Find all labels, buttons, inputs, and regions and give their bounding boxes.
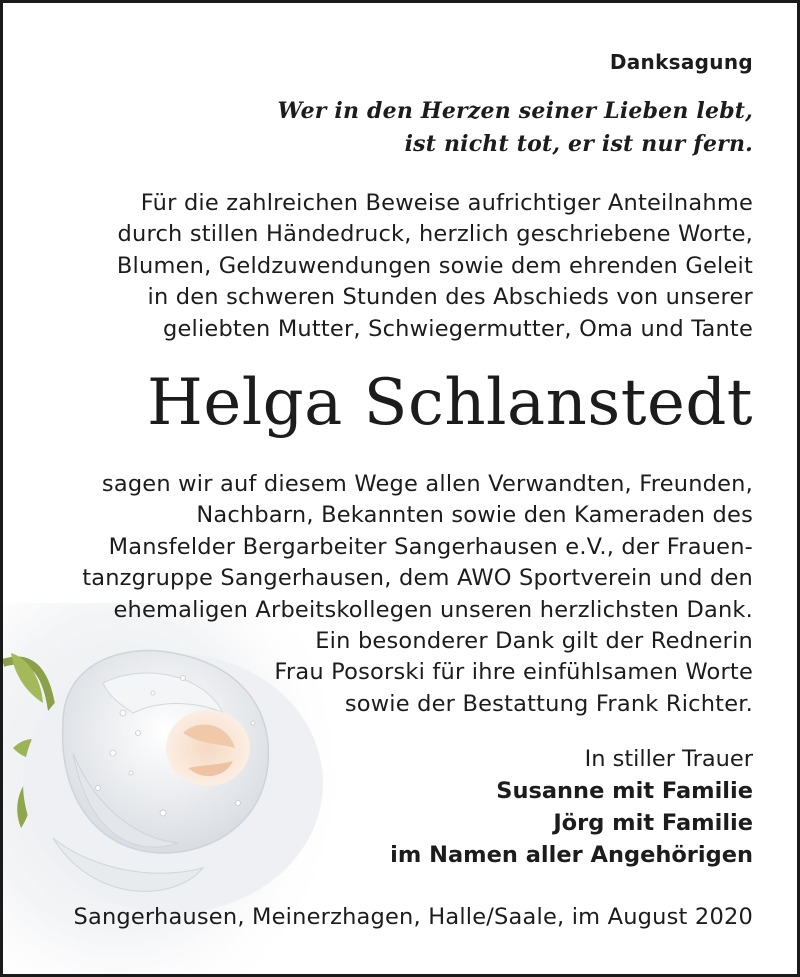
quote-line: Wer in den Herzen seiner Lieben lebt, bbox=[277, 98, 753, 124]
paragraph-line: tanzgruppe Sangerhausen, dem AWO Sportverein und den bbox=[82, 565, 753, 592]
deceased-name: Helga Schlanstedt bbox=[147, 366, 753, 440]
paragraph-line: Mansfelder Bergarbeiter Sangerhausen e.V., der Frauen- bbox=[108, 533, 753, 560]
paragraph-line: ehemaligen Arbeitskollegen unseren herzlichsten Dank. bbox=[113, 596, 753, 623]
paragraph-line: sagen wir auf diesem Wege allen Verwandten, Freunden, bbox=[101, 471, 753, 497]
notice-heading: Danksagung bbox=[609, 50, 753, 74]
paragraph-line: Für die zahlreichen Beweise aufrichtiger Anteilnahme bbox=[140, 190, 753, 216]
paragraph-line: Nachbarn, Bekannten sowie den Kameraden des bbox=[196, 502, 753, 529]
quote-line: ist nicht tot, er ist nur fern. bbox=[404, 131, 753, 157]
mourner-name: Jörg mit Familie bbox=[553, 810, 753, 836]
memorial-quote bbox=[277, 95, 753, 161]
paragraph-line: Ein besonderer Dank gilt der Rednerin bbox=[315, 628, 753, 655]
paragraph-line: sowie der Bestattung Frank Richter. bbox=[344, 690, 753, 717]
signoff-block bbox=[390, 743, 753, 871]
mourner-name: Susanne mit Familie bbox=[496, 778, 753, 804]
mourner-name: im Namen aller Angehörigen bbox=[390, 842, 753, 868]
paragraph-line: durch stillen Händedruck, herzlich geschriebene Worte, bbox=[117, 221, 753, 248]
paragraph-line: in den schweren Stunden des Abschieds von unserer bbox=[147, 284, 753, 311]
paragraph-line: geliebten Mutter, Schwiegermutter, Oma und Tante bbox=[162, 315, 753, 342]
place-and-date: Sangerhausen, Meinerzhagen, Halle/Saale, im August 2020 bbox=[73, 904, 753, 930]
intro-paragraph bbox=[117, 188, 753, 345]
thanks-paragraph bbox=[82, 469, 753, 720]
paragraph-line: Blumen, Geldzuwendungen sowie dem ehrenden Geleit bbox=[116, 252, 753, 279]
signoff-intro: In stiller Trauer bbox=[584, 746, 753, 772]
paragraph-line: Frau Posorski für ihre einfühlsamen Worte bbox=[274, 659, 753, 686]
